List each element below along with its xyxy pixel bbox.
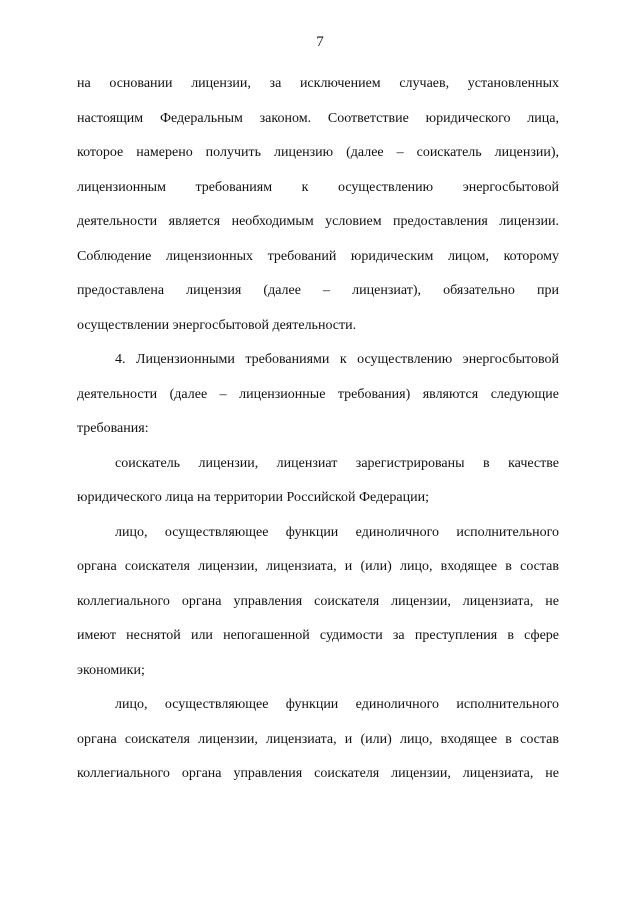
paragraph-requirement-no-conviction [77,516,559,689]
text-line: органа соискателя лицензии, лицензиата, и (или) лицо, входящее в состав [77,731,559,747]
paragraph-item-4 [77,343,559,447]
paragraph-requirement-continued [77,688,559,792]
text-line: которое намерено получить лицензию (далее – соискатель лицензии), [77,145,559,160]
text-line: имеют неснятой или непогашенной судимости за преступления в сфере [77,628,559,643]
text-line: деятельности является необходимым условием предоставления лицензии. [77,214,559,229]
text-line: лицо, осуществляющее функции единоличного исполнительного [115,697,559,712]
text-line: лицензионным требованиям к осуществлению энергосбытовой [77,179,559,195]
paragraph-licensing-basis [77,67,559,343]
text-line: органа соискателя лицензии, лицензиата, и (или) лицо, входящее в состав [77,559,559,574]
text-line: лицо, осуществляющее функции единоличного исполнительного [115,524,559,540]
document-body [77,67,559,792]
text-line: настоящим Федеральным законом. Соответствие юридического лица, [77,110,559,126]
text-line: 4. Лицензионными требованиями к осуществлению энергосбытовой [115,352,559,367]
text-line: на основании лицензии, за исключением случаев, установленных [77,76,559,91]
text-line: предоставлена лицензия (далее – лицензиат), обязательно при [77,283,559,298]
text-line: требования: [77,421,149,436]
text-line: юридического лица на территории Российской Федерации; [77,490,430,505]
text-line: деятельности (далее – лицензионные требования) являются следующие [77,386,559,402]
text-line: соискатель лицензии, лицензиат зарегистрированы в качестве [115,455,559,471]
text-line: экономики; [77,662,145,678]
page-number: 7 [316,34,324,50]
text-line: Соблюдение лицензионных требований юридическим лицом, которому [77,248,559,264]
text-line: коллегиального органа управления соискателя лицензии, лицензиата, не [77,766,559,781]
text-line: осуществлении энергосбытовой деятельности. [77,317,357,333]
text-line: коллегиального органа управления соискателя лицензии, лицензиата, не [77,593,559,609]
paragraph-requirement-registration [77,447,559,516]
